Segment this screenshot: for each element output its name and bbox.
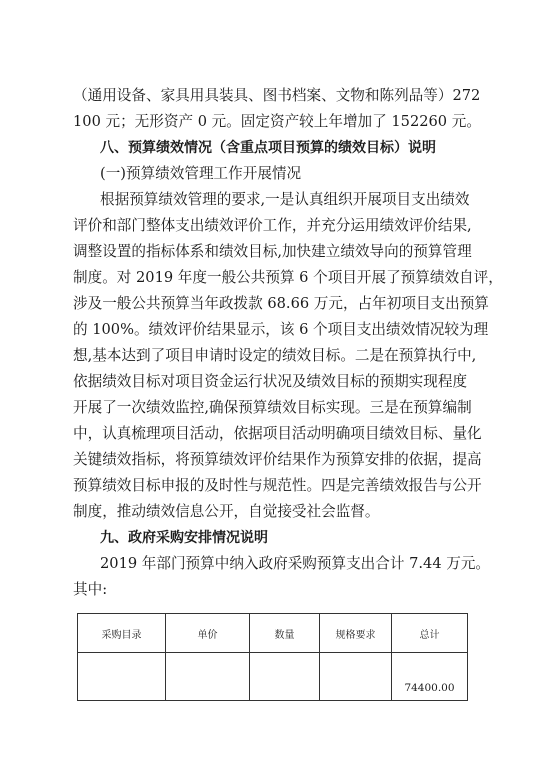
paragraph-line: 100 元；无形资产 0 元。固定资产较上年增加了 152260 元。: [73, 113, 481, 130]
paragraph-line: 的 100%。绩效评价结果显示，该 6 个项目支出绩效情况较为理: [73, 321, 489, 338]
table-cell: [78, 653, 166, 701]
paragraph-line: 制度。对 2019 年度一般公共预算 6 个项目开展了预算绩效自评，: [73, 269, 503, 286]
table-header-row: [78, 614, 468, 653]
paragraph-line: 依据绩效目标对项目资金运行状况及绩效目标的预期实现程度: [73, 373, 468, 390]
paragraph-line: 开展了一次绩效监控,确保预算绩效目标实现。三是在预算编制: [73, 399, 472, 416]
paragraph-line: 关键绩效指标，将预算绩效评价结果作为预算安排的依据，提高: [73, 451, 482, 468]
procurement-table: [77, 613, 468, 701]
table-header-cell: 单价: [166, 614, 250, 653]
table-header-cell: 规格要求: [320, 614, 392, 653]
section-heading-eight: 八、预算绩效情况（含重点项目预算的绩效目标）说明: [100, 140, 436, 156]
paragraph-line: 中，认真梳理项目活动，依据项目活动明确项目绩效目标、量化: [73, 425, 482, 442]
paragraph-line: 涉及一般公共预算当年政拨款 68.66 万元，占年初项目支出预算: [73, 295, 489, 312]
table-cell: [166, 653, 250, 701]
table-header-cell: 采购目录: [78, 614, 166, 653]
table-header-cell: 数量: [250, 614, 320, 653]
paragraph-line: 想,基本达到了项目申请时设定的绩效目标。二是在预算执行中,: [73, 347, 477, 364]
table-cell-total: 74400.00: [392, 653, 468, 701]
paragraph-line: 制度，推动绩效信息公开，自觉接受社会监督。: [73, 503, 380, 520]
table-cell: [320, 653, 392, 701]
subsection-heading: (一)预算绩效管理工作开展情况: [100, 165, 302, 182]
paragraph-line: 预算绩效目标申报的及时性与规范性。四是完善绩效报告与公开: [73, 477, 482, 494]
paragraph-line: 调整设置的指标体系和绩效目标,加快建立绩效导向的预算管理: [73, 243, 472, 260]
paragraph-line: （通用设备、家具用具装具、图书档案、文物和陈列品等）272: [73, 87, 481, 104]
paragraph-line: 其中:: [73, 581, 108, 598]
table-header-cell: 总计: [392, 614, 468, 653]
paragraph-line: 根据预算绩效管理的要求,一是认真组织开展项目支出绩效: [100, 191, 470, 208]
paragraph-line: 2019 年部门预算中纳入政府采购预算支出合计 7.44 万元。: [100, 555, 491, 572]
table-cell: [250, 653, 320, 701]
table-row: [78, 653, 468, 701]
paragraph-line: 评价和部门整体支出绩效评价工作，并充分运用绩效评价结果,: [73, 217, 472, 234]
section-heading-nine: 九、政府采购安排情况说明: [100, 530, 268, 546]
